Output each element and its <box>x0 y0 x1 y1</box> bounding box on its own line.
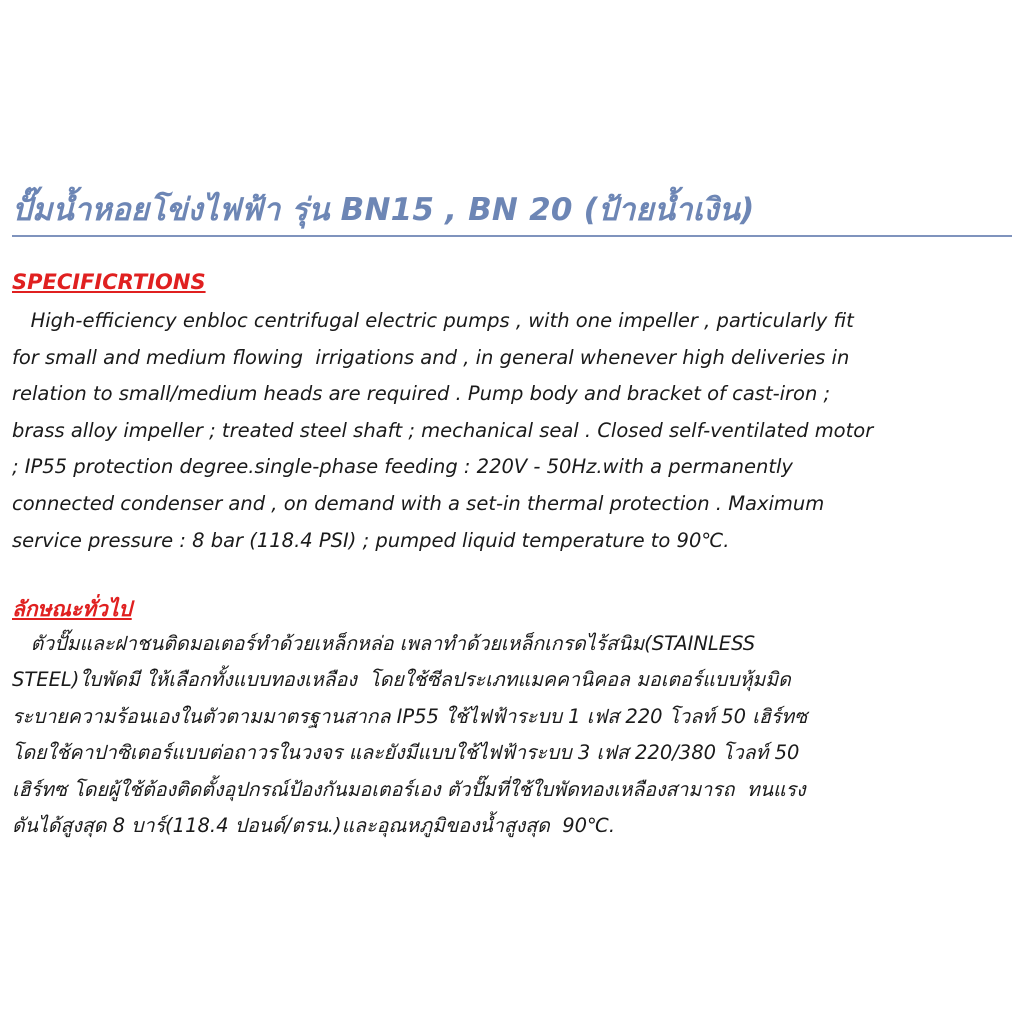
english-line: ; IP55 protection degree.single-phase feeding : 220V - 50Hz.with a permanently <box>12 455 793 479</box>
title-divider <box>12 235 1012 237</box>
thai-description <box>12 626 1016 844</box>
english-line: service pressure : 8 bar (118.4 PSI) ; pumped liquid temperature to 90℃. <box>12 528 730 552</box>
thai-line: ดันได้สูงสุด 8 บาร์(118.4 ปอนด์/ตรน.)และอุณหภูมิของน้ำสูงสุด 90℃. <box>12 814 616 838</box>
english-line: connected condenser and , on demand with a set-in thermal protection . Maximum <box>12 491 825 515</box>
page-title: ปั๊มน้ำหอยโข่งไฟฟ้า รุ่น BN15 , BN 20 (ป้ายน้ำเงิน) <box>12 192 755 228</box>
thai-line: โดยใช้คาปาซิเตอร์แบบต่อถาวรในวงจร และยังมีแบบใช้ไฟฟ้าระบบ 3 เฟส 220/380 โวลท์ 50 <box>12 741 800 765</box>
english-line: relation to small/medium heads are required . Pump body and bracket of cast-iron ; <box>12 382 831 406</box>
english-description <box>12 303 1016 559</box>
thai-line: ระบายความร้อนเองในตัวตามมาตรฐานสากล IP55 ใช้ไฟฟ้าระบบ 1 เฟส 220 โวลท์ 50 เฮิร์ทซ <box>12 704 808 728</box>
english-line: High-efficiency enbloc centrifugal electric pumps , with one impeller , particularly fit <box>12 309 854 332</box>
thai-line: เฮิร์ทซ โดยผู้ใช้ต้องติดตั้งอุปกรณ์ป้องกันมอเตอร์เอง ตัวปั๊มที่ใช้ใบพัดทองเหลืองสามารถ ทนแรง <box>12 777 806 801</box>
english-line: brass alloy impeller ; treated steel shaft ; mechanical seal . Closed self-ventilated motor <box>12 418 874 442</box>
thai-line: ตัวปั๊มและฝาชนติดมอเตอร์ทำด้วยเหล็กหล่อ เพลาทำด้วยเหล็กเกรดไร้สนิม(STAINLESS <box>12 632 756 655</box>
english-section-heading: SPECIFICRTIONS <box>12 270 206 294</box>
thai-section-heading: ลักษณะทั่วไป <box>12 597 132 621</box>
thai-line: STEEL)ใบพัดมี ให้เลือกทั้งแบบทองเหลือง โดยใช้ซีลประเภทแมคคานิคอล มอเตอร์แบบหุ้มมิด <box>12 668 791 692</box>
english-line: for small and medium flowing irrigations and , in general whenever high deliveries in <box>12 345 850 369</box>
